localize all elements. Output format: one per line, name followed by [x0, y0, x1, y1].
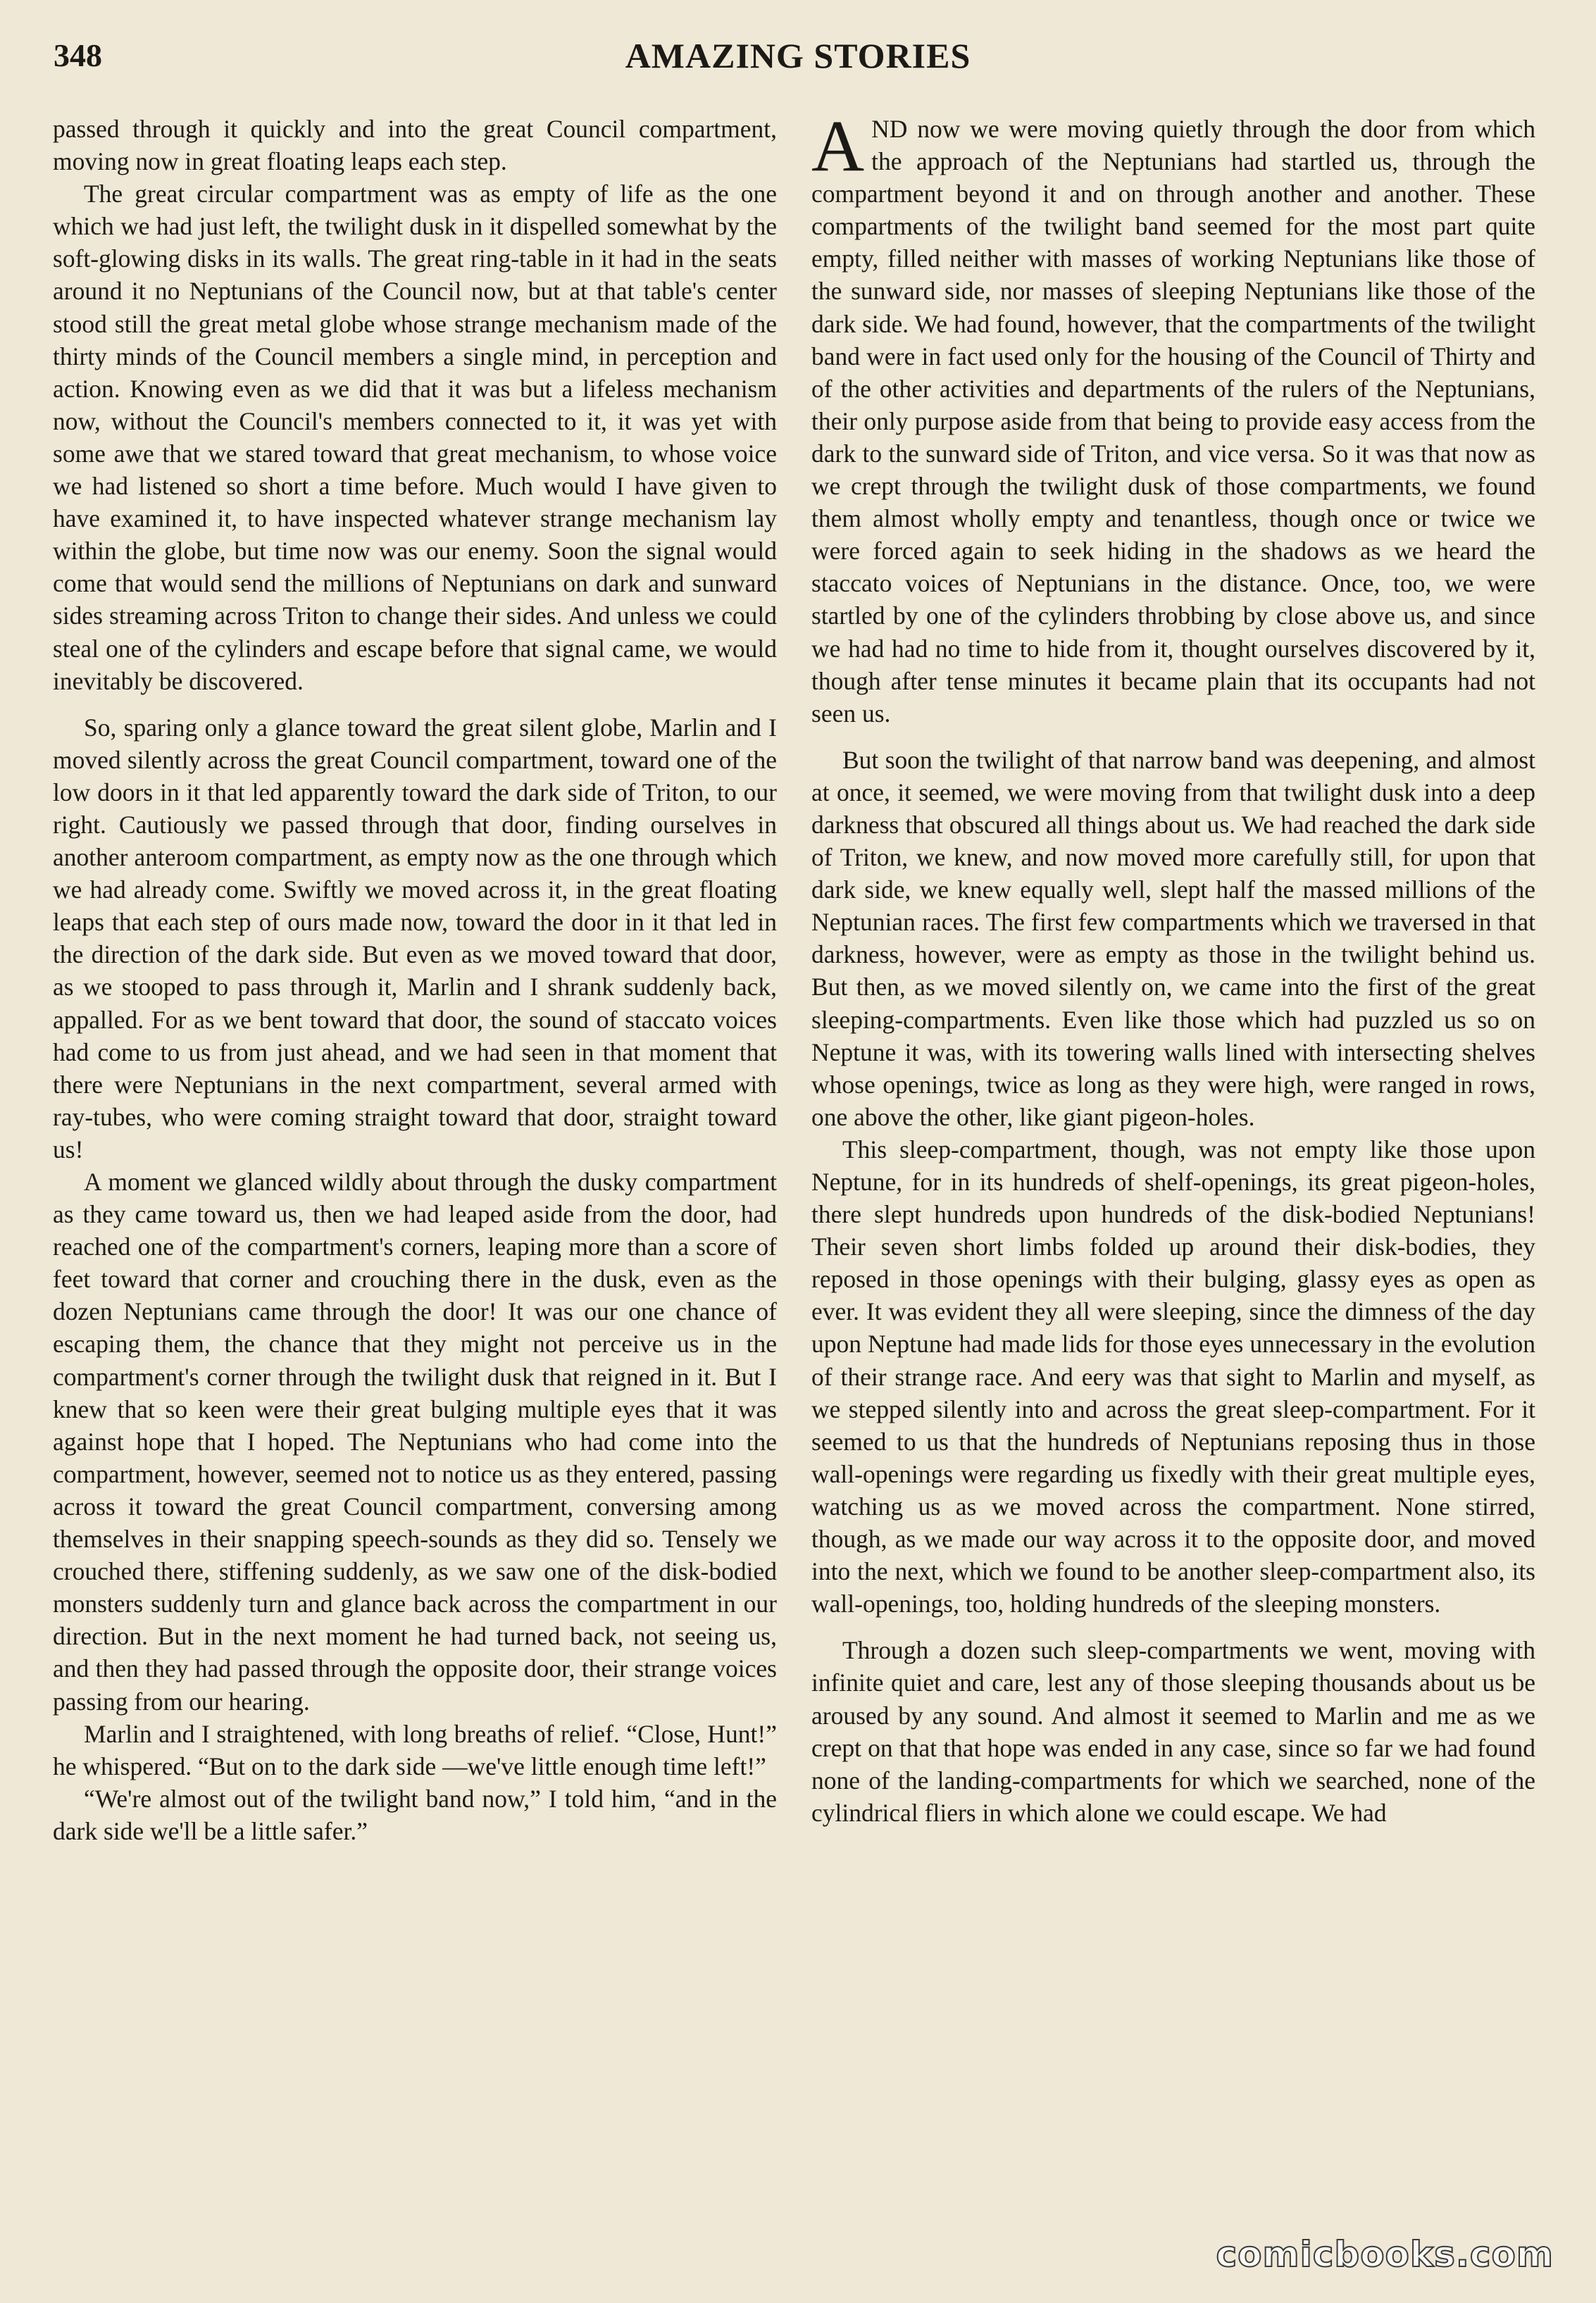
- watermark: comicbooks.com: [1216, 2234, 1554, 2275]
- page-number: 348: [54, 37, 102, 73]
- page-header: [54, 32, 1542, 89]
- magazine-title: AMAZING STORIES: [625, 36, 971, 75]
- drop-cap: A: [811, 106, 865, 187]
- paragraph: This sleep-compartment, though, was not empty like those upon Neptune, for in its hundreds of shelf-openings, its great pigeon-holes, there slept hundreds upon hundreds of the disk-bodied Neptunians! Their seven short limbs folded up around their disk-bodies, they reposed in those openings with their bulging, glassy eyes as open as ever. It was evident they all were sleeping, since the dimness of the day upon Neptune had made lids for those eyes unnecessary in the evolution of their strange race. And eery was that sight to Marlin and myself, as we stepped silently into and across the great sleep-compartment. For it seemed to us that the hundreds of Neptunians reposing thus in those wall-openings were regarding us fixedly with their great multiple eyes, watching us as we moved across the compartment. None stirred, though, as we made our way across it to the opposite door, and moved into the next, which we found to be another sleep-compartment also, its wall-openings, too, holding hundreds of the sleeping monsters.: [811, 1135, 1535, 1618]
- paragraph: passed through it quickly and into the great Council compartment, moving now in great floating leaps each step.: [53, 115, 777, 176]
- paragraph: The great circular compartment was as empty of life as the one which we had just left, the twilight dusk in it dispelled somewhat by the soft-glowing disks in its walls. The great ring-table in it had in the seats around it no Neptunians of the Council now, but at that table's center stood still the great metal globe whose strange mechanism made of the thirty minds of the Council members a single mind, in perception and action. Knowing even as we did that it was but a lifeless mechanism now, without the Council's members connected to it, it was yet with some awe that we stared toward that great mechanism, to whose voice we had listened so short a time before. Much would I have given to have examined it, to have inspected whatever strange mechanism lay within the globe, but time now was our enemy. Soon the signal would come that would send the millions of Neptunians on dark and sunward sides streaming across Triton to change their sides. And unless we could steal one of the cylinders and escape before that signal came, we would inevitably be discovered.: [53, 180, 777, 695]
- opening-paragraph-text: ND now we were moving quietly through the door from which the approach of the Neptunians had startled us, through the compartment beyond it and on through another and another. These compartments of the twilight band seemed for the most part quite empty, filled neither with masses of working Neptunians like those of the sunward side, nor masses of sleeping Neptunians like those of the dark side. We had found, however, that the compartments of the twilight band were in fact used only for the housing of the Council of Thirty and of the other activities and departments of the rulers of the Neptunians, their only purpose aside from that being to provide easy access from the dark to the sunward side of Triton, and vice versa. So it was that now as we crept through the twilight dusk of those compartments, we found them almost wholly empty and tenantless, though once or twice we were forced again to seek hiding in the shadows as we heard the staccato voices of Neptunians in the distance. Once, too, we were startled by one of the cylinders throbbing by close above us, and since we had had no time to hide from it, thought ourselves discovered by it, though after tense minutes it became plain that its occupants had not seen us.: [811, 115, 1535, 728]
- paragraph: So, sparing only a glance toward the great silent globe, Marlin and I moved silently across the great Council compartment, toward one of the low doors in it that led apparently toward the dark side of Triton, to our right. Cautiously we passed through that door, finding ourselves in another anteroom compartment, as empty now as the one through which we had already come. Swiftly we moved across it, in the great floating leaps that each step of ours made now, toward the door in it that led in the direction of the dark side. But even as we moved toward that door, as we stooped to pass through it, Marlin and I shrank suddenly back, appalled. For as we bent toward that door, the sound of staccato voices had come to us from just ahead, and we had seen in that moment that there were Neptunians in the next compartment, several armed with ray-tubes, who were coming straight toward that door, straight toward us!: [53, 713, 777, 1163]
- paragraph: “We're almost out of the twilight band now,” I told him, “and in the dark side we'll be a little safer.”: [53, 1784, 777, 1845]
- paragraph: But soon the twilight of that narrow band was deepening, and almost at once, it seemed, we were moving from that twilight dusk into a deep darkness that obscured all things about us. We had reached the dark side of Triton, we knew, and now moved more carefully still, for upon that dark side, we knew equally well, slept half the massed millions of the Neptunian races. The first few compartments which we traversed in that darkness, however, were as empty as those in the twilight behind us. But then, as we moved silently on, we came into the first of the great sleeping-compartments. Even like those which had puzzled us so on Neptune it was, with its towering walls lined with intersecting shelves whose openings, twice as long as they were high, were ranged in rows, one above the other, like giant pigeon-holes.: [811, 745, 1535, 1131]
- paragraph: A moment we glanced wildly about through the dusky compartment as they came toward us, then we had leaped aside from the door, had reached one of the compartment's corners, leaping more than a score of feet toward that corner and crouching there in the dusk, even as the dozen Neptunians came through the door! It was our one chance of escaping them, the chance that they might not perceive us in the compartment's corner through the twilight dusk that reigned in it. But I knew that so keen were their great bulging multiple eyes that it was against hope that I hoped. The Neptunians who had come into the compartment, however, seemed not to notice us as they entered, passing across it toward the great Council compartment, conversing among themselves in their snapping speech-sounds as they did so. Tensely we crouched there, stiffening suddenly, as we saw one of the disk-bodied monsters suddenly turn and glance back across the compartment in our direction. But in the next moment he had turned back, not seeing us, and then they had passed through the opposite door, their strange voices passing from our hearing.: [53, 1168, 777, 1716]
- paragraph: Marlin and I straightened, with long breaths of relief. “Close, Hunt!” he whispered. “But on to the dark side —we've little enough time left!”: [53, 1719, 777, 1780]
- right-column: [811, 106, 1535, 1829]
- opening-paragraph: [811, 106, 1535, 730]
- paragraph: Through a dozen such sleep-compartments we went, moving with infinite quiet and care, lest any of those sleeping thousands about us be aroused by any sound. And almost it seemed to Marlin and me as we crept on that that hope was ended in any case, since so far we had found none of the landing-compartments for which we searched, none of the cylindrical fliers in which alone we could escape. We had: [811, 1636, 1535, 1827]
- left-column: [53, 113, 777, 1847]
